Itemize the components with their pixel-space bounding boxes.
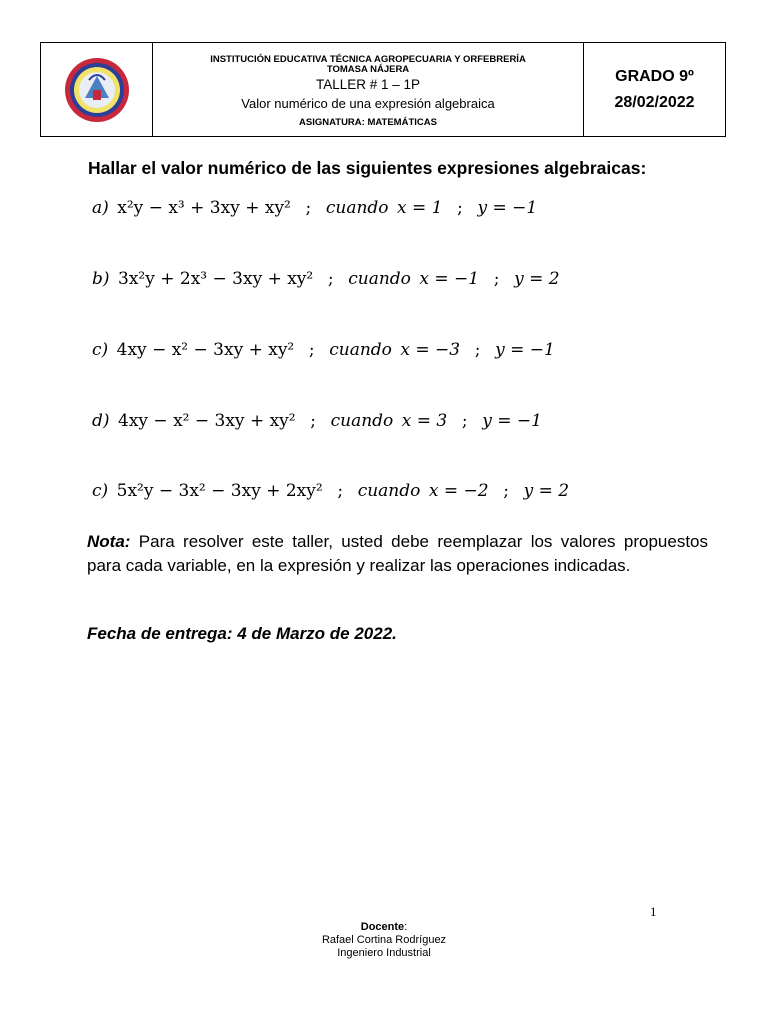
subject-label: ASIGNATURA: MATEMÁTICAS [299, 117, 437, 128]
separator: ; [474, 340, 481, 360]
separator: ; [457, 198, 463, 218]
separator: ; [461, 411, 468, 431]
condition-word: cuando [357, 481, 421, 501]
exercise-row [92, 340, 555, 360]
exercise-row [92, 269, 560, 289]
exercise-expression: x²y − x³ + 3xy + xy² [117, 198, 291, 218]
separator: ; [308, 340, 315, 360]
x-value: x = 3 [401, 411, 448, 431]
condition-word: cuando [348, 269, 411, 289]
x-value: x = −3 [400, 340, 461, 360]
condition-word: cuando [329, 340, 392, 360]
y-value: y = 2 [514, 269, 560, 289]
teacher-title: Ingeniero Industrial [337, 947, 431, 959]
header-title-cell [153, 43, 584, 136]
exercise-label: c) [92, 340, 109, 360]
exercise-label: c) [92, 481, 109, 501]
exercise-row [92, 198, 537, 218]
docente-label: Docente [360, 921, 405, 933]
separator: ; [503, 481, 509, 501]
condition-word: cuando [325, 198, 389, 218]
header-table [40, 42, 726, 137]
delivery-date: Fecha de entrega: 4 de Marzo de 2022. [87, 624, 397, 643]
taller-title: TALLER # 1 – 1P [315, 77, 421, 92]
y-value: y = −1 [482, 411, 542, 431]
exercise-expression: 3x²y + 2x³ − 3xy + xy² [118, 269, 314, 289]
separator: ; [337, 481, 344, 501]
x-value: x = 1 [397, 198, 443, 218]
x-value: x = −1 [419, 269, 480, 289]
signature-block: Docente: Rafael Cortina Rodríguez Ingeniero Industrial [234, 921, 534, 960]
date-label: 28/02/2022 [614, 93, 695, 111]
separator: ; [493, 269, 500, 289]
note-paragraph [87, 530, 708, 578]
exercise-expression: 4xy − x² − 3xy + xy² [118, 411, 296, 431]
instructions-heading: Hallar el valor numérico de las siguientes expresiones algebraicas: [88, 158, 647, 178]
institution-name-line2: TOMASA NÁJERA [326, 64, 410, 75]
page-number: 1 [650, 904, 657, 919]
separator: ; [327, 269, 334, 289]
grade-date-cell [584, 43, 725, 136]
exercise-label: a) [92, 198, 109, 218]
note-label: Nota: [87, 532, 131, 551]
institution-name: INSTITUCIÓN EDUCATIVA TÉCNICA AGROPECUARIA Y ORFEBRERÍA [210, 54, 526, 65]
separator: ; [305, 198, 312, 218]
exercise-row [92, 411, 542, 431]
exercise-label: b) [92, 269, 110, 289]
y-value: y = −1 [477, 198, 538, 218]
note-text: Para resolver este taller, usted debe reemplazar los valores propuestos para cada variable, en la expresión y realizar las operaciones indicadas. [87, 532, 708, 575]
y-value: y = 2 [523, 481, 570, 501]
y-value: y = −1 [495, 340, 555, 360]
taller-subtitle: Valor numérico de una expresión algebraica [241, 96, 495, 111]
teacher-name: Rafael Cortina Rodríguez [321, 934, 447, 946]
grade-label: GRADO 9º [615, 67, 694, 85]
exercise-row [92, 481, 569, 501]
logo-cell [41, 43, 153, 136]
exercise-label: d) [92, 411, 110, 431]
condition-word: cuando [330, 411, 394, 431]
exercise-expression: 4xy − x² − 3xy + xy² [116, 340, 295, 360]
separator: ; [310, 411, 316, 431]
school-seal-icon [63, 56, 131, 124]
x-value: x = −2 [428, 481, 489, 501]
exercise-expression: 5x²y − 3x² − 3xy + 2xy² [116, 481, 323, 501]
